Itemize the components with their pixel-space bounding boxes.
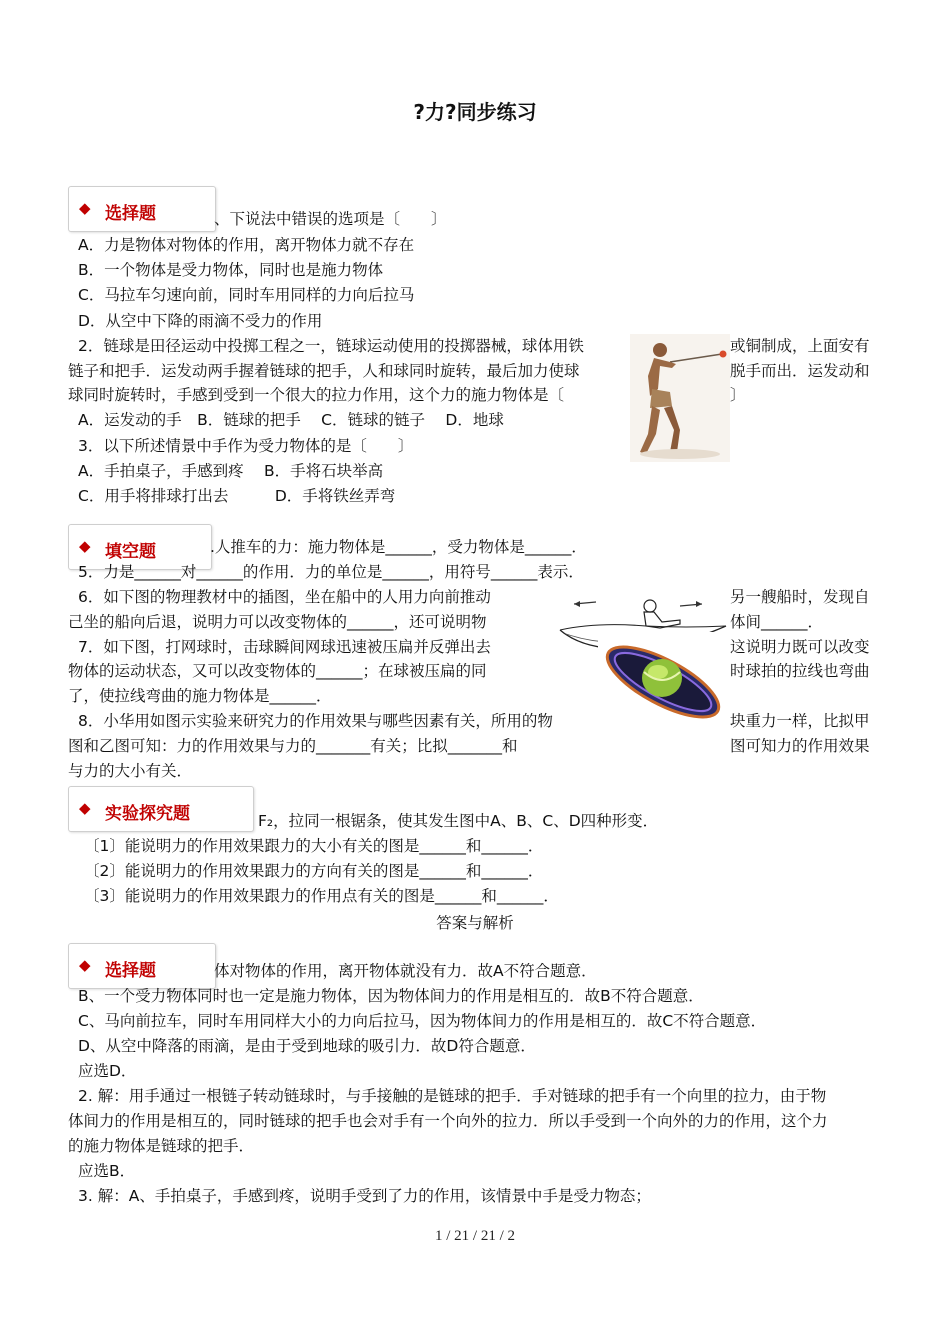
tennis-racket-image xyxy=(598,632,728,732)
answers-heading: 答案与解析 xyxy=(436,914,514,932)
question-option: D．从空中下降的雨滴不受力的作用 xyxy=(78,312,323,330)
question-line: 体间______． xyxy=(730,613,824,631)
question-option: A．运发动的手 B．链球的把手 C．链球的链子 D．地球 xyxy=(78,411,504,429)
diamond-icon: ◆ xyxy=(79,956,91,974)
question-option: C．马拉车匀速向前，同时车用同样的力向后拉马 xyxy=(78,286,415,304)
question-line: 了，使拉线弯曲的施力物体是______． xyxy=(68,687,332,705)
question-option: B．一个物体是受力物体，同时也是施力物体 xyxy=(78,261,384,279)
answer-line: C、马向前拉车，同时车用同样大小的力向后拉马，因为物体间力的作用是相互的．故C不符合题意． xyxy=(78,1012,767,1030)
answer-choice: 应选D． xyxy=(78,1062,137,1080)
section-tag-choice xyxy=(68,186,216,232)
answer-line: D、从空中降落的雨滴，是由于受到地球的吸引力．故D符合题意． xyxy=(78,1037,536,1055)
section-tag-label: 选择题 xyxy=(105,204,156,224)
question-line: 7．如下图，打网球时，击球瞬间网球迅速被压扁并反弹出去 xyxy=(78,638,491,656)
question-option: A．力是物体对物体的作用，离开物体力就不存在 xyxy=(78,236,415,254)
answer-line: 的施力物体是链球的把手． xyxy=(68,1137,255,1155)
hammer-thrower-image xyxy=(630,334,730,462)
section-tag-experiment xyxy=(68,786,254,832)
question-line: 、下说法中错误的选项是〔 〕 xyxy=(214,210,447,228)
question-line: 脱手而出．运发动和 xyxy=(730,362,870,380)
question-line: 球同时旋转时，手感到受到一个很大的拉力作用，这个力的施力物体是〔 xyxy=(68,386,565,404)
question-line: 2．链球是田径运动中投掷工程之一，链球运动使用的投掷器械，球体用铁 xyxy=(78,337,584,355)
question-line: F₂，拉同一根锯条，使其发生图中A、B、C、D四种形变． xyxy=(258,812,659,830)
question-line: 块重力一样，比拟甲 xyxy=(730,712,870,730)
page-footer: 1 / 21 / 21 / 2 xyxy=(434,1228,515,1244)
diamond-icon: ◆ xyxy=(79,199,91,217)
section-tag-choice xyxy=(68,943,216,989)
section-tag-label: 实验探究题 xyxy=(105,804,190,824)
question-line: 这说明力既可以改变 xyxy=(730,638,870,656)
question-line: 物体的运动状态，又可以改变物体的______；在球被压扁的同 xyxy=(68,662,487,680)
answer-line: 体间力的作用是相互的，同时链球的把手也会对手有一个向外的拉力．所以手受到一个向外的力的作用，这个力 xyxy=(68,1112,828,1130)
section-tag-label: 填空题 xyxy=(105,542,156,562)
question-line: 5．力是______对______的作用．力的单位是______，用符号______表示． xyxy=(78,563,584,581)
question-line: 〔1〕能说明力的作用效果跟力的大小有关的图是______和______． xyxy=(84,837,544,855)
question-line: 与力的大小有关． xyxy=(68,762,193,780)
page-title: ?力?同步练习 xyxy=(413,100,537,124)
answer-choice: 应选B． xyxy=(78,1162,136,1180)
question-line: 3．以下所述情景中手作为受力物体的是〔 〕 xyxy=(78,437,414,455)
question-line: 图和乙图可知：力的作用效果与力的_______有关；比拟_______和 xyxy=(68,737,518,755)
answer-line: 2. 解：用手通过一根链子转动链球时，与手接触的是链球的把手．手对链球的把手有一个向里的拉力，由于物 xyxy=(78,1087,827,1105)
section-tag-label: 选择题 xyxy=(105,961,156,981)
question-line: 〕 xyxy=(730,386,746,404)
question-line: .人推车的力：施力物体是______，受力物体是______． xyxy=(210,538,587,556)
question-option: A．手拍桌子，手感到疼 B．手将石块举高 xyxy=(78,462,384,480)
question-line: 另一艘船时，发现自 xyxy=(730,588,870,606)
question-line: 8．小华用如图示实验来研究力的作用效果与哪些因素有关，所用的物 xyxy=(78,712,553,730)
question-line: 己坐的船向后退，说明力可以改变物体的______，还可说明物 xyxy=(68,613,487,631)
answer-line: 3. 解：A、手拍桌子，手感到疼，说明手受到了力的作用，该情景中手是受力物态； xyxy=(78,1187,651,1205)
question-line: 时球拍的拉线也弯曲 xyxy=(730,662,870,680)
answer-line: B、一个受力物体同时也一定是施力物体，因为物体间力的作用是相互的．故B不符合题意． xyxy=(78,987,704,1005)
question-line: 图可知力的作用效果 xyxy=(730,737,870,755)
answer-line: 体对物体的作用，离开物体就没有力．故A不符合题意． xyxy=(214,962,597,980)
question-line: 或铜制成，上面安有 xyxy=(730,337,870,355)
question-line: 链子和把手．运发动两手握着链球的把手，人和球同时旋转，最后加力使球 xyxy=(68,362,580,380)
question-option: C．用手将排球打出去 D．手将铁丝弄弯 xyxy=(78,487,396,505)
question-line: 〔3〕能说明力的作用效果跟力的作用点有关的图是______和______． xyxy=(84,887,559,905)
question-line: 6．如下图的物理教材中的插图，坐在船中的人用力向前推动 xyxy=(78,588,491,606)
diamond-icon: ◆ xyxy=(79,799,91,817)
question-line: 〔2〕能说明力的作用效果跟力的方向有关的图是______和______． xyxy=(84,862,544,880)
diamond-icon: ◆ xyxy=(79,537,91,555)
